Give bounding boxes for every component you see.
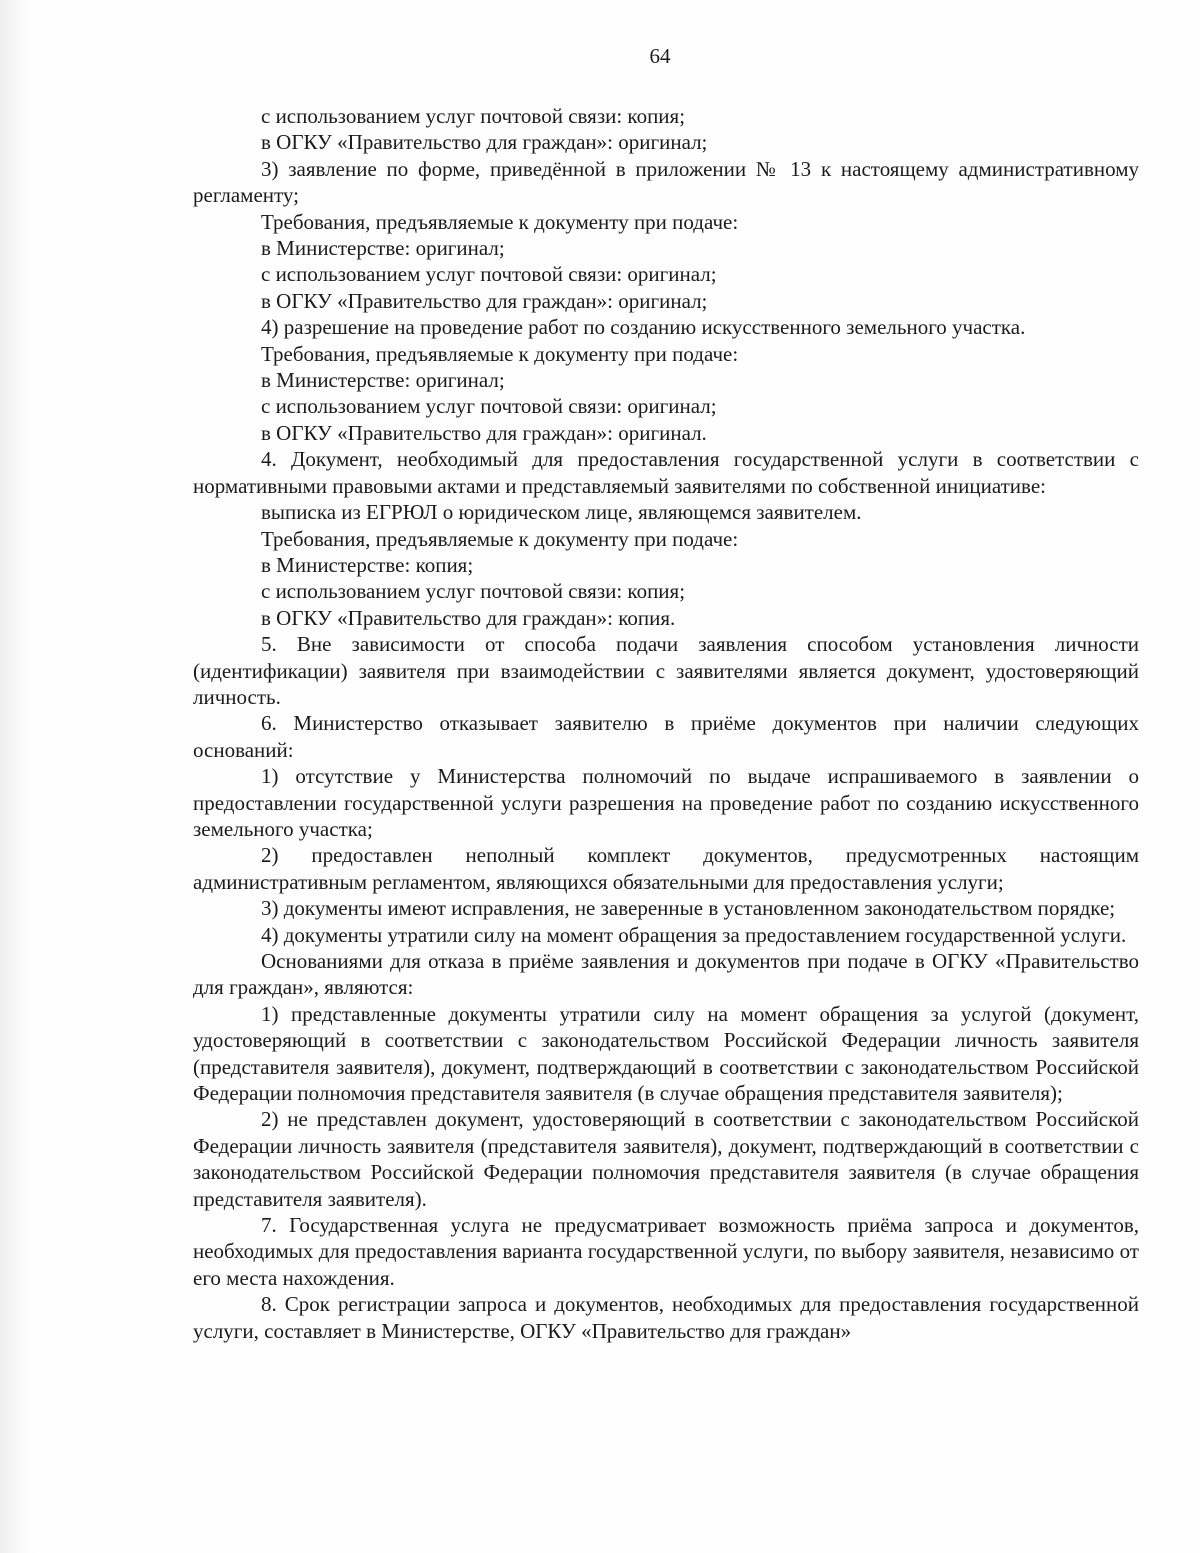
paragraph: 2) предоставлен неполный комплект документов, предусмотренных настоящим административным регламентом, являющихся обязательными для предоставления услуги; <box>193 843 1139 894</box>
paragraph: 2) не представлен документ, удостоверяющий в соответствии с законодательством Российской Федерации личность заявителя (представителя заявителя), документ, подтверждающий в соответствии с законодательством Российской Федерации полномочия представителя заявителя (в случае обращения представителя заявителя). <box>193 1107 1139 1211</box>
paragraph: с использованием услуг почтовой связи: оригинал; <box>261 394 717 419</box>
paragraph: 6. Министерство отказывает заявителю в приёме документов при наличии следующих оснований: <box>193 711 1139 762</box>
paragraph: 5. Вне зависимости от способа подачи заявления способом установления личности (идентификации) заявителя при взаимодействии с заявителями является документ, удостоверяющий личность. <box>193 632 1139 709</box>
paragraph: 1) представленные документы утратили силу на момент обращения за услугой (документ, удостоверяющий в соответствии с законодательством Российской Федерации личность заявителя (представителя заявителя), документ, подтверждающий в соответствии с законодательством Российской Федерации полномочия представителя заявителя (в случае обращения представителя заявителя); <box>193 1001 1139 1106</box>
page-number: 64 <box>649 44 671 68</box>
paragraph: 7. Государственная услуга не предусматривает возможность приёма запроса и документов, необходимых для предоставления варианта государственной услуги, по выбору заявителя, независимо от его места нахождения. <box>193 1213 1139 1290</box>
paragraph: 8. Срок регистрации запроса и документов, необходимых для предоставления государственной услуги, составляет в Министерстве, ОГКУ «Правительство для граждан» <box>193 1292 1139 1343</box>
paragraph: 4) документы утратили силу на момент обращения за предоставлением государственной услуги. <box>261 922 1127 947</box>
paragraph: Требования, предъявляемые к документу при подаче: <box>261 209 739 234</box>
paragraph: в Министерстве: копия; <box>261 552 474 577</box>
paragraph: Основаниями для отказа в приёме заявления и документов при подаче в ОГКУ «Правительство для граждан», являются: <box>193 949 1139 1000</box>
paragraph: с использованием услуг почтовой связи: копия; <box>261 579 686 604</box>
paragraph: Требования, предъявляемые к документу при подаче: <box>261 341 739 366</box>
paragraph: 1) отсутствие у Министерства полномочий по выдаче испрашиваемого в заявлении о предоставлении государственной услуги разрешения на проведение работ по созданию искусственного земельного участка; <box>193 764 1139 841</box>
paragraph: 3) заявление по форме, приведённой в приложении № 13 к настоящему административному регламенту; <box>193 156 1139 208</box>
document-body <box>193 103 1139 1344</box>
paragraph: в Министерстве: оригинал; <box>261 368 505 393</box>
paragraph: Требования, предъявляемые к документу при подаче: <box>261 526 739 551</box>
paragraph: 3) документы имеют исправления, не заверенные в установленном законодательством порядке; <box>261 896 1116 921</box>
paragraph: 4. Документ, необходимый для предоставления государственной услуги в соответствии с нормативными правовыми актами и представляемый заявителями по собственной инициативе: <box>193 447 1139 498</box>
paragraph: в ОГКУ «Правительство для граждан»: оригинал; <box>261 288 708 313</box>
paragraph: с использованием услуг почтовой связи: копия; <box>261 104 686 128</box>
paragraph: в ОГКУ «Правительство для граждан»: оригинал. <box>261 420 707 445</box>
paragraph: с использованием услуг почтовой связи: оригинал; <box>261 262 717 287</box>
paragraph: 4) разрешение на проведение работ по созданию искусственного земельного участка. <box>261 315 1026 340</box>
paragraph: в ОГКУ «Правительство для граждан»: оригинал; <box>261 130 708 155</box>
scan-edge-shadow <box>0 0 34 1553</box>
paragraph: в ОГКУ «Правительство для граждан»: копия. <box>261 605 676 630</box>
paragraph: выписка из ЕГРЮЛ о юридическом лице, являющемся заявителем. <box>261 500 862 525</box>
paragraph: в Министерстве: оригинал; <box>261 236 505 261</box>
